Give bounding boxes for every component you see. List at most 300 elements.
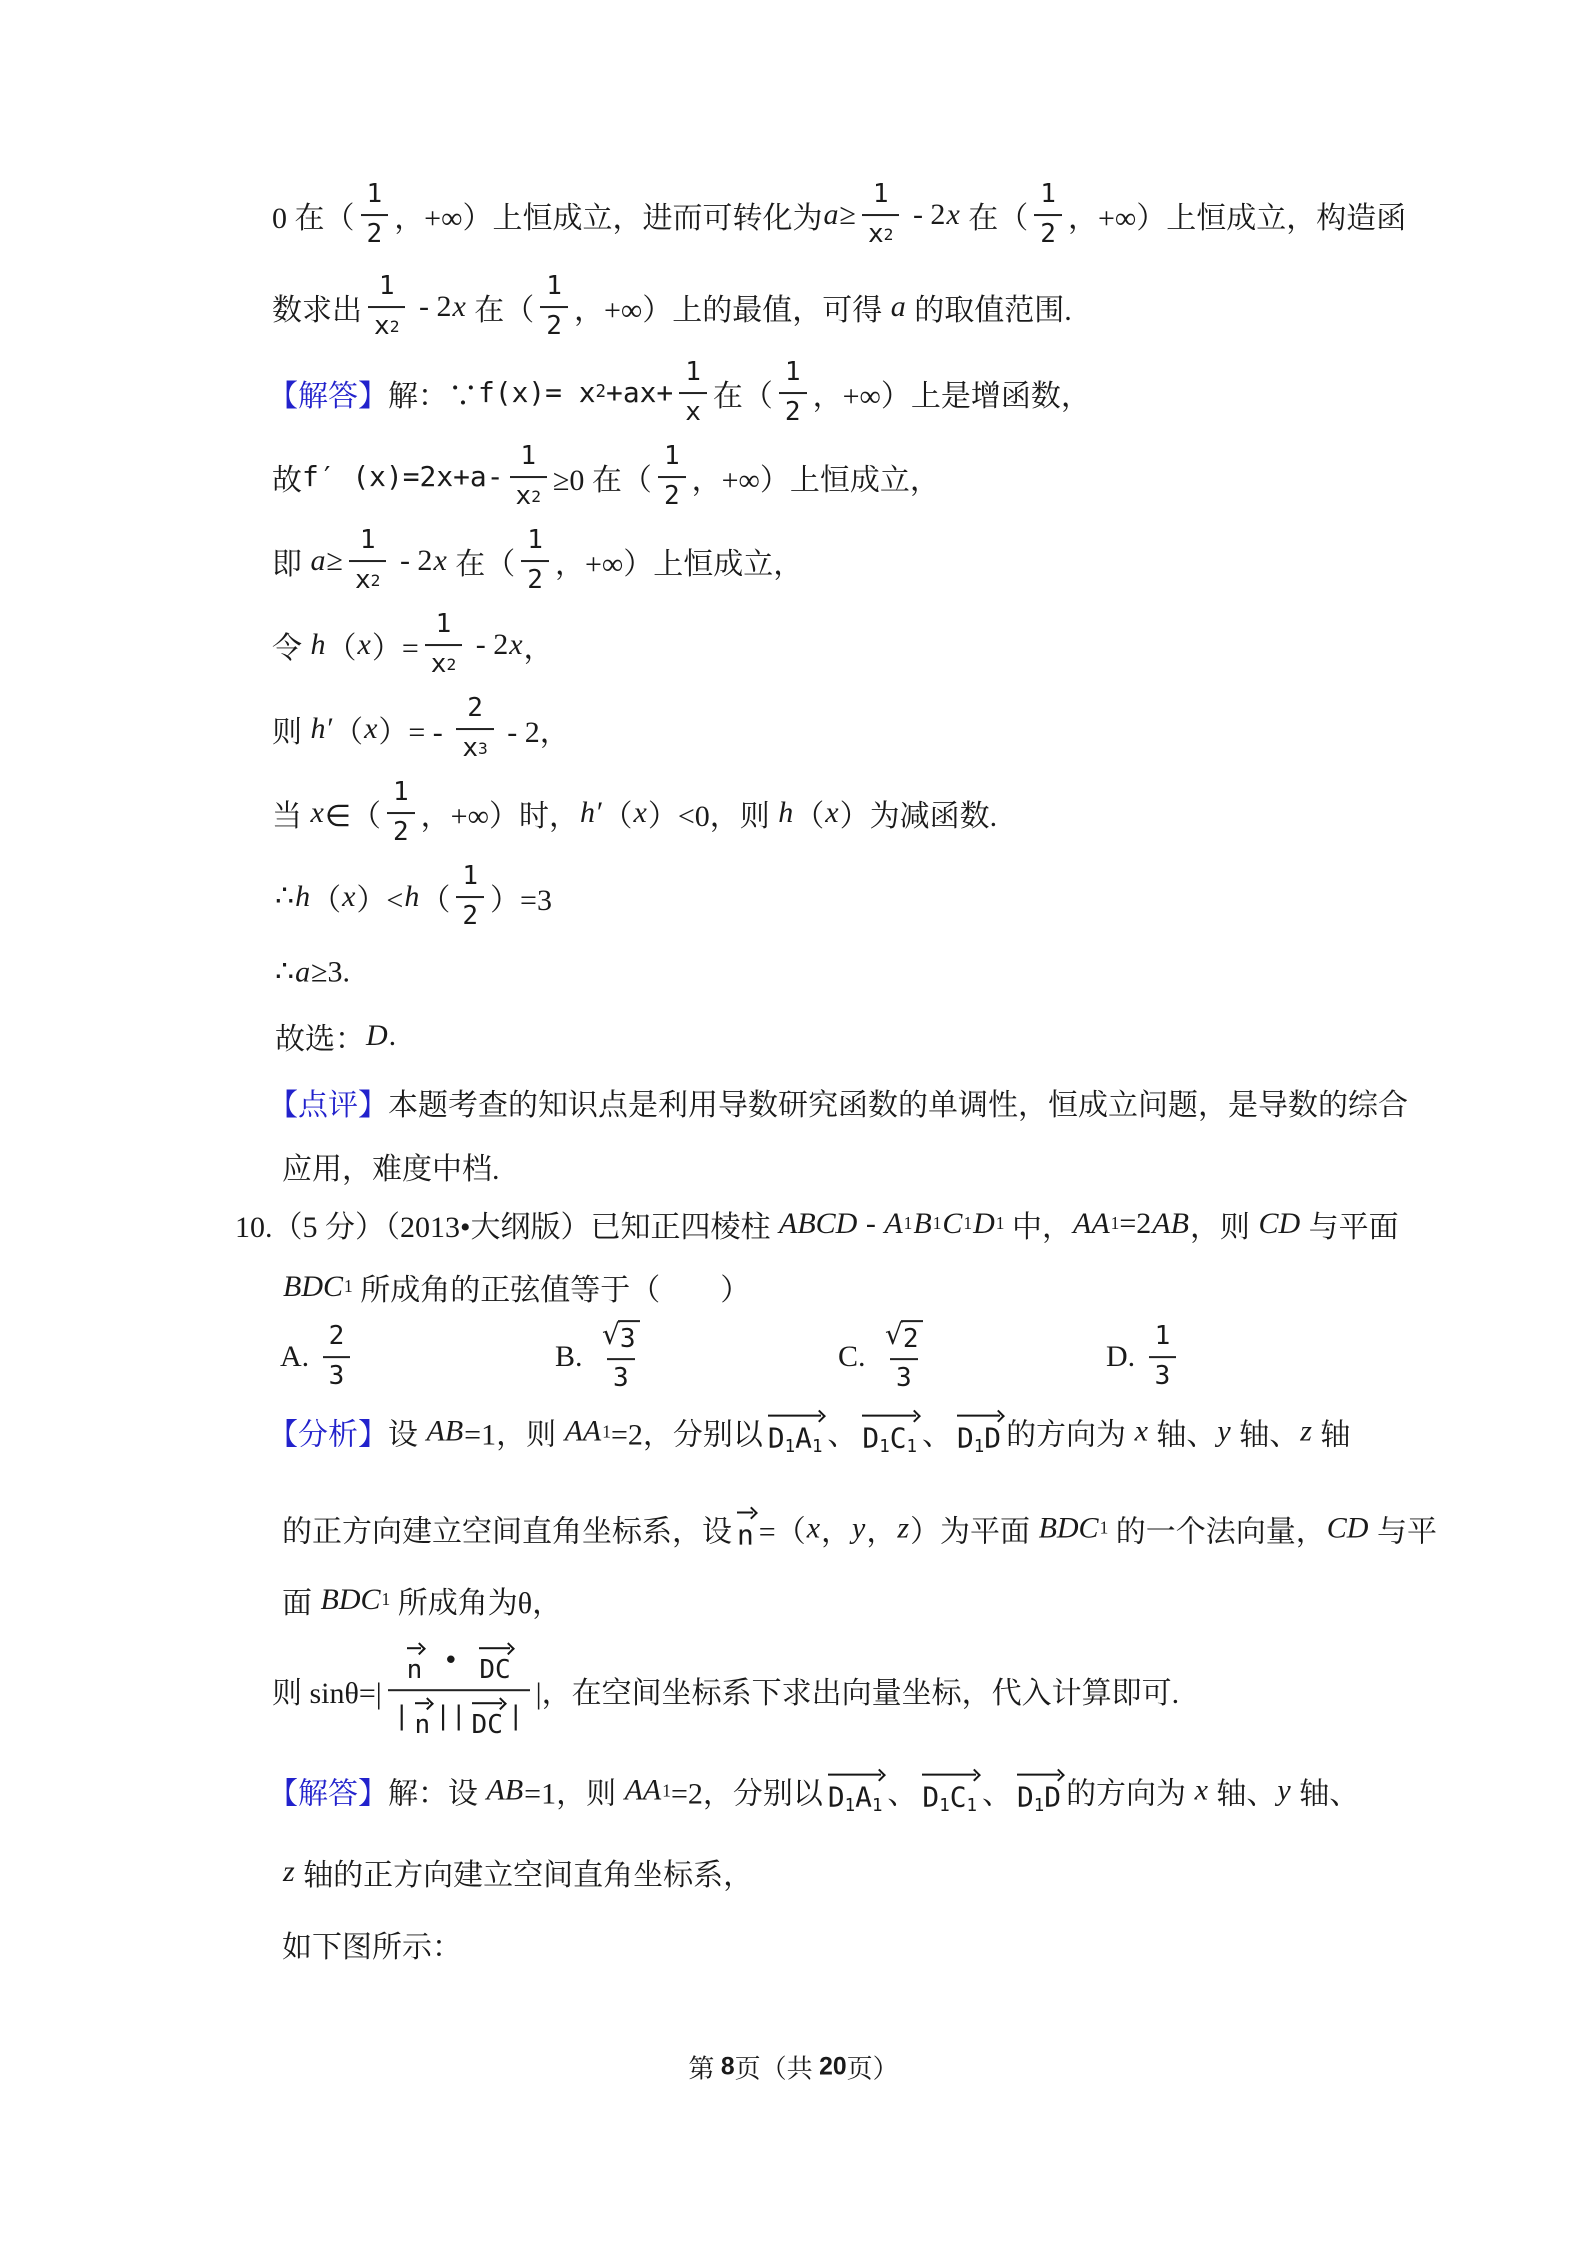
text-run: =1，则 (464, 1419, 564, 1452)
formula-text: 1 (1154, 1321, 1171, 1352)
vector (1015, 1767, 1063, 1816)
vector (920, 1767, 979, 1816)
line-q9-step-1 (272, 442, 940, 512)
formula-text: 1 (872, 179, 889, 210)
formula-text: n (406, 1655, 423, 1686)
math-var: BDC (320, 1583, 381, 1616)
fraction-denominator (387, 812, 415, 848)
text-run: ，+∞）时， (420, 800, 579, 833)
line-q10-analysis-cont-1 (282, 1505, 1437, 1552)
fraction-denominator (349, 560, 386, 596)
math-var: AB (486, 1774, 524, 1807)
text-run: ， (866, 1515, 897, 1548)
formula-text: 1 (663, 441, 680, 472)
vector-body (405, 1654, 425, 1685)
fraction (521, 526, 549, 596)
formula-text: 3 (619, 1324, 636, 1355)
text-run: 即 (272, 548, 310, 581)
text-run: 中， (1004, 1211, 1072, 1244)
formula-text: 2 (902, 1324, 919, 1355)
fraction (1149, 1322, 1177, 1392)
fraction-numerator (461, 694, 489, 728)
vector-arrow-icon (860, 1408, 919, 1422)
line-q10-answer-cont-1 (282, 1850, 753, 1894)
formula-text: || (435, 1701, 467, 1732)
formula-text: x (685, 397, 701, 427)
text-run: ）< (356, 884, 404, 917)
vector (405, 1640, 425, 1685)
subscript: 1 (344, 1276, 353, 1297)
radicand (901, 1320, 923, 1354)
text-run: - 2 (392, 544, 433, 577)
fraction (387, 778, 415, 848)
formula-text: 1 (359, 525, 376, 556)
vector (477, 1640, 512, 1685)
text-run: =（ (758, 1515, 806, 1548)
text-run: ， (523, 632, 554, 665)
fraction-numerator (354, 526, 382, 560)
vector-arrow-icon (1015, 1767, 1063, 1781)
text-run: 令 (272, 632, 310, 665)
vector-arrow-icon (826, 1767, 885, 1781)
line-q9-step-6 (275, 862, 552, 932)
text-run: 轴、 (1231, 1419, 1300, 1452)
text-run: D. (1106, 1340, 1143, 1373)
formula-text: D (767, 1421, 785, 1455)
math-var: D (973, 1207, 995, 1240)
bold-text: 8 (720, 2053, 735, 2080)
text-run: ≥0 在（ (552, 464, 652, 497)
text-run: . (388, 1019, 397, 1052)
fraction (679, 358, 707, 428)
fraction-denominator (607, 1358, 635, 1394)
formula-text: | (507, 1701, 524, 1732)
subscript: 1 (973, 1436, 985, 1457)
formula-text: 1 (527, 525, 543, 556)
fraction-denominator (361, 214, 389, 250)
formula-text: x (374, 311, 390, 341)
formula-text: C (889, 1421, 907, 1455)
text-run: 的一个法向量， (1108, 1515, 1326, 1548)
subscript: 1 (963, 1213, 973, 1234)
text-run: （ (794, 800, 825, 833)
vector-body (955, 1422, 1003, 1457)
text-run: ）为平面 (910, 1515, 1038, 1548)
fraction-numerator (456, 862, 484, 896)
superscript: 2 (531, 486, 541, 506)
section-label: 【解答】 (268, 380, 388, 413)
text-run: ，+∞）上恒成立， (554, 548, 804, 581)
line-q9-comment (268, 1080, 1408, 1124)
math-var: D (366, 1019, 388, 1052)
fraction-denominator (368, 306, 405, 342)
vector-body (860, 1422, 919, 1457)
vector (735, 1505, 756, 1552)
text-run: ，+∞）上的最值，可得 (573, 294, 890, 327)
formula-text: x (430, 649, 447, 679)
section-label: 【解答】 (268, 1778, 388, 1811)
text-run: C. (838, 1340, 874, 1373)
fraction-denominator (425, 644, 462, 680)
text-run: 所成角的正弦值等于（ ） (352, 1274, 751, 1307)
math-var: y (1277, 1774, 1291, 1807)
vector-body (735, 1519, 756, 1552)
text-run: 轴、 (1291, 1778, 1360, 1811)
math-var: h′ (310, 712, 333, 745)
line-q9-analysis-cont-2 (272, 272, 1072, 342)
math-var: h′ (579, 796, 602, 829)
formula-text: 1 (784, 357, 801, 388)
math-var: AB (426, 1415, 464, 1448)
formula-text: 3 (328, 1361, 345, 1391)
formula-text: 1 (366, 179, 383, 210)
fraction-denominator (890, 1358, 918, 1394)
text-run: 轴 (1312, 1419, 1351, 1452)
vector (826, 1767, 885, 1816)
math-var: x (452, 290, 466, 323)
radical (602, 1320, 640, 1354)
formula-text: 2 (467, 693, 483, 724)
text-run: ，+∞）上是增函数， (812, 380, 1091, 413)
text-run: 页） (846, 2054, 899, 2084)
math-var: x (1134, 1415, 1148, 1448)
formula-text: 1 (685, 357, 701, 388)
formula-text: C (949, 1780, 967, 1814)
text-run: ≥ (326, 544, 343, 577)
text-run: 与平面 (1301, 1211, 1399, 1244)
math-var: AA (624, 1774, 662, 1807)
line-q9-step-3 (272, 610, 554, 680)
superscript: 2 (389, 316, 400, 336)
text-run: 、 (921, 1419, 952, 1452)
math-var: y (1217, 1415, 1231, 1448)
math-var: x (1194, 1774, 1208, 1807)
text-run: ）<0，则 (647, 800, 778, 833)
text-run: 在（ (466, 294, 535, 327)
math-var: x (509, 628, 523, 661)
q10-options-row (280, 1320, 1182, 1394)
vector-body (826, 1781, 885, 1816)
superscript: 2 (595, 382, 607, 403)
text-run: （ (311, 884, 342, 917)
text-run: 在（ (960, 202, 1029, 235)
math-var: CD (1326, 1511, 1369, 1544)
text-run: 的取值范围. (906, 294, 1072, 327)
fraction-denominator (658, 476, 686, 512)
text-run: 则 sinθ=| (272, 1677, 382, 1710)
vector-body (413, 1709, 433, 1740)
fraction-denominator (540, 306, 568, 342)
fraction-numerator (430, 610, 458, 644)
fraction (1034, 180, 1062, 250)
formula-text: n (414, 1710, 431, 1740)
fraction (510, 442, 547, 512)
math-var: x (825, 796, 839, 829)
formula-text: x (462, 733, 478, 763)
vector-body (1015, 1781, 1063, 1816)
vector (413, 1695, 433, 1740)
text-run: ， (821, 1515, 852, 1548)
radical-sign-icon: √ (885, 1318, 903, 1352)
radical-sign-icon: √ (602, 1318, 620, 1352)
line-q10-stem-cont (282, 1265, 750, 1309)
text-run: 、 (981, 1778, 1012, 1811)
vector-arrow-icon (735, 1505, 756, 1519)
text-run: 则 (272, 716, 310, 749)
text-run: 的正方向建立空间直角坐标系，设 (282, 1515, 732, 1548)
text-run: 页（共 (734, 2054, 820, 2084)
subscript: 1 (879, 1436, 890, 1457)
vector-body (766, 1422, 825, 1457)
text-run: =2，分别以 (610, 1419, 763, 1452)
subscript: 1 (939, 1795, 950, 1816)
vector-body (477, 1654, 512, 1685)
formula-text: 1 (435, 609, 452, 640)
formula-text: 1 (462, 861, 479, 892)
subscript: 1 (906, 1436, 917, 1457)
subscript: 1 (1099, 1517, 1109, 1538)
text-run: 当 (272, 800, 310, 833)
math-var: x (357, 628, 371, 661)
fraction-numerator (658, 442, 686, 476)
text-run: ）=3 (490, 884, 552, 917)
section-label: 【点评】 (268, 1089, 388, 1122)
math-var: BDC (1038, 1511, 1099, 1544)
vector-arrow-icon (766, 1408, 825, 1422)
formula-text: n (737, 1518, 754, 1552)
text-run: ，则 (1189, 1211, 1258, 1244)
line-q9-analysis-cont-1 (272, 180, 1406, 250)
formula-text: 3 (1154, 1361, 1171, 1391)
text-run: 的方向为 (1006, 1419, 1134, 1452)
formula-text: 2 (1040, 219, 1056, 249)
text-run: =1，则 (524, 1778, 624, 1811)
fraction-denominator (388, 1689, 530, 1740)
line-q9-answer (268, 358, 1091, 428)
math-var: h (310, 628, 326, 661)
line-q9-step-5 (272, 778, 997, 848)
formula-text: | (393, 1701, 410, 1732)
math-var: ABCD (779, 1207, 858, 1240)
fraction-numerator (879, 1320, 929, 1358)
formula-text: 3 (895, 1362, 912, 1393)
fraction (349, 526, 386, 596)
formula-text: DC (471, 1710, 503, 1740)
text-run: （ (326, 632, 357, 665)
math-var: x (946, 198, 960, 231)
fraction (361, 180, 389, 250)
math-var: A (884, 1207, 903, 1240)
fraction (456, 694, 493, 764)
text-run: 本题考查的知识点是利用导数研究函数的单调性，恒成立问题，是导数的综合 (388, 1089, 1408, 1122)
math-var: AB (1152, 1207, 1189, 1240)
subscript: 1 (995, 1213, 1005, 1234)
subscript: 1 (381, 1589, 391, 1610)
vector (955, 1408, 1003, 1457)
formula-text: D (1016, 1780, 1034, 1814)
fraction-numerator (361, 180, 389, 214)
fraction (368, 272, 405, 342)
formula-text: D (862, 1421, 880, 1455)
text-run: 、 (827, 1419, 858, 1452)
subscript: 1 (602, 1421, 611, 1442)
line-q10-answer-cont-2 (282, 1922, 462, 1966)
option-d (1106, 1322, 1182, 1392)
subscript: 1 (932, 1213, 942, 1234)
fraction-numerator (1034, 180, 1062, 214)
superscript: 2 (883, 224, 894, 244)
text-run: ，+∞）上恒成立， (691, 464, 940, 497)
fraction-numerator (867, 180, 895, 214)
fraction (388, 1640, 530, 1740)
fraction (425, 610, 462, 680)
text-run: 第 (688, 2054, 721, 2084)
text-run: A. (280, 1340, 317, 1373)
line-q9-conclusion (275, 1014, 396, 1058)
formula-text: 3 (612, 1362, 629, 1393)
formula-text: 1 (378, 271, 395, 302)
fraction-denominator (1034, 214, 1062, 250)
text-run: - (858, 1207, 884, 1240)
line-q10-answer (268, 1767, 1359, 1816)
text-run: - 2 (468, 628, 509, 661)
formula-text: 1 (392, 777, 409, 808)
formula-text: f(x)= x (478, 376, 596, 410)
fraction (596, 1320, 646, 1394)
fraction-numerator (387, 778, 415, 812)
formula-text: 2 (784, 397, 801, 427)
text-run: ，+∞）上恒成立，进而可转化为 (394, 202, 823, 235)
text-run: ≥3. (311, 955, 351, 988)
text-run: ）= - (378, 716, 451, 749)
math-var: a (295, 955, 311, 988)
text-run: ≥ (839, 198, 856, 231)
math-var: a (310, 544, 326, 577)
formula-text: x (354, 565, 371, 595)
math-var: y (852, 1511, 866, 1544)
formula-text: 2 (392, 817, 409, 847)
fraction-denominator (456, 728, 493, 764)
math-var: BDC (283, 1270, 343, 1303)
line-q10-stem (235, 1202, 1399, 1246)
fraction-denominator (323, 1356, 351, 1392)
formula-text: D (1044, 1780, 1062, 1814)
line-q10-analysis (268, 1408, 1350, 1457)
fraction-denominator (862, 214, 899, 250)
formula-text: 2 (366, 219, 383, 249)
fraction-denominator (510, 476, 547, 512)
math-var: z (897, 1511, 910, 1544)
text-run: 故选： (275, 1023, 365, 1056)
subscript: 1 (811, 1436, 823, 1457)
fraction (879, 1320, 929, 1394)
fraction-numerator (679, 358, 707, 392)
formula-text: +ax+ (606, 376, 674, 410)
formula-text: D (827, 1780, 845, 1814)
text-run: 所成角为θ， (390, 1587, 563, 1620)
fraction-numerator (521, 526, 549, 560)
vector (766, 1408, 825, 1457)
text-run: 在（ (447, 548, 516, 581)
subscript: 1 (662, 1780, 671, 1801)
math-var: a (823, 198, 839, 231)
math-var: C (942, 1207, 963, 1240)
fraction (658, 442, 686, 512)
option-b (555, 1320, 838, 1394)
text-run: |，在空间坐标系下求出向量坐标，代入计算即可. (535, 1677, 1180, 1710)
text-run: 轴、 (1148, 1419, 1217, 1452)
math-var: a (890, 290, 906, 323)
text-run: 轴的正方向建立空间直角坐标系， (295, 1859, 754, 1892)
text-run: 的方向为 (1066, 1778, 1194, 1811)
text-run: 如下图所示： (282, 1931, 462, 1964)
text-run: ）为减函数. (839, 800, 998, 833)
text-run: 面 (282, 1587, 320, 1620)
formula-text: D (984, 1421, 1002, 1455)
fraction-numerator (596, 1320, 646, 1358)
text-run: （ (602, 800, 633, 833)
formula-text: 2 (462, 901, 479, 931)
fraction-numerator (396, 1640, 522, 1689)
radical (885, 1320, 923, 1354)
text-run: 设 (388, 1419, 426, 1452)
text-run: B. (555, 1340, 591, 1373)
subscript: 1 (784, 1436, 796, 1457)
vector-arrow-icon (477, 1640, 512, 1654)
vector-body (470, 1709, 505, 1740)
text-run: 与平 (1369, 1515, 1437, 1548)
fraction-numerator (514, 442, 542, 476)
math-var: h (295, 880, 311, 913)
vector (860, 1408, 919, 1457)
line-q10-analysis-cont-2 (282, 1578, 562, 1622)
formula-text: 2 (328, 1321, 345, 1352)
text-run: 解：设 (388, 1778, 486, 1811)
text-run: 解：∵ (388, 380, 478, 413)
text-run: 应用，难度中档. (282, 1153, 500, 1186)
superscript: 2 (446, 654, 457, 674)
text-run: - 2 (411, 290, 452, 323)
fraction-numerator (1149, 1322, 1177, 1356)
formula-text: 1 (520, 441, 537, 472)
formula-text: 1 (546, 271, 562, 302)
fraction-numerator (540, 272, 568, 306)
superscript: 2 (370, 570, 381, 590)
text-run: 10.（5 分）（2013•大纲版）已知正四棱柱 (235, 1211, 779, 1244)
vector-arrow-icon (470, 1695, 505, 1709)
vector-body (920, 1781, 979, 1816)
subscript: 1 (966, 1795, 977, 1816)
math-var: z (283, 1855, 295, 1888)
fraction-denominator (679, 392, 707, 428)
text-run: =2 (1119, 1207, 1152, 1240)
formula-text: 2 (546, 311, 562, 341)
formula-text: A (855, 1780, 872, 1814)
option-a (280, 1322, 555, 1392)
vector-arrow-icon (405, 1640, 425, 1654)
formula-text: f′ (x)=2x+a- (302, 460, 504, 494)
text-run: 、 (887, 1778, 918, 1811)
fraction-denominator (456, 896, 484, 932)
formula-text: x (515, 481, 532, 511)
text-run: 故 (272, 464, 302, 497)
math-var: CD (1258, 1207, 1301, 1240)
math-var: x (364, 712, 378, 745)
formula-text: • (427, 1646, 475, 1677)
formula-text: x (867, 219, 884, 249)
text-run: 轴、 (1208, 1778, 1277, 1811)
option-c (838, 1320, 1106, 1394)
